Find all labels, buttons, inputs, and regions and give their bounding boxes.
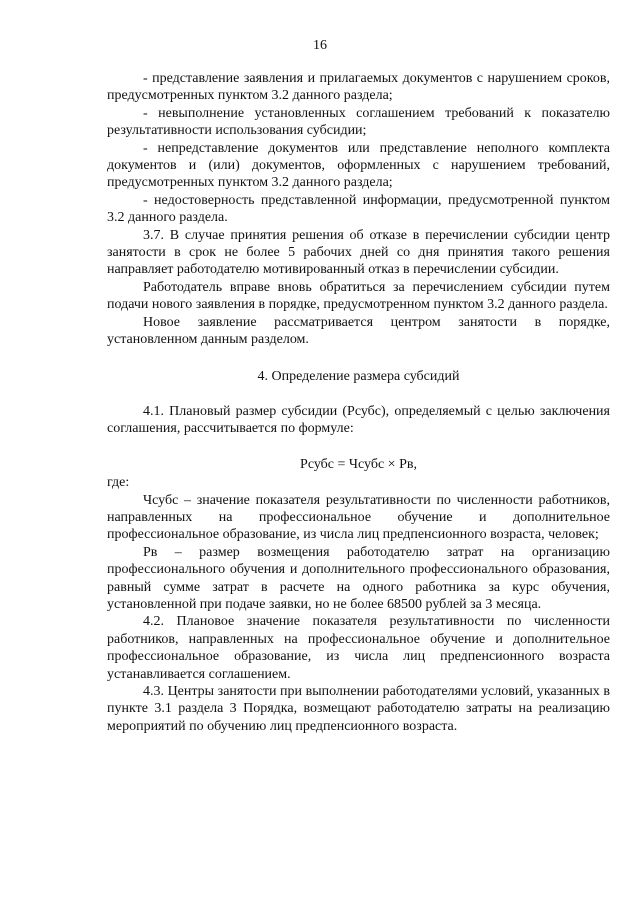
paragraph-4-3: 4.3. Центры занятости при выполнении работодателями условий, указанных в пункте 3.1 раздела 3 Порядка, возмещают работодателю затраты на реализацию мероприятий по обучению лиц предпенсионного возраста. xyxy=(107,684,610,734)
definition-chsubs: Чсубс – значение показателя результативности по численности работников, направленных на профессиональное обучение и дополнительное профессиональное образование, из числа лиц предпенсионного возраста, человек; xyxy=(107,492,610,543)
page-number: 16 xyxy=(313,38,327,53)
definition-rv: Рв – размер возмещения работодателю затрат на организацию профессионального обучения и дополнительного профессионального образования, равный сумме затрат в расчете на одного работника за курс обучения, установленной при подаче заявки, но не более 68500 рублей за 3 месяца. xyxy=(107,544,610,612)
paragraph: Работодатель вправе вновь обратиться за перечислением субсидии путем подачи нового заявления в порядке, предусмотренном пунктом 3.2 данного раздела. xyxy=(107,279,610,313)
paragraph: 3.7. В случае принятия решения об отказе в перечислении субсидии центр занятости в срок не более 5 рабочих дней со дня принятия такого решения направляет работодателю мотивированный отказ в перечислении субсидии. xyxy=(107,227,610,278)
paragraph-4-1: 4.1. Плановый размер субсидии (Рсубс), определяемый с целью заключения соглашения, рассчитывается по формуле: xyxy=(107,403,610,437)
paragraph: - недостоверность представленной информации, предусмотренной пунктом 3.2 данного раздела. xyxy=(107,192,610,226)
formula: Рсубс = Чсубс × Рв, xyxy=(300,456,417,472)
section-heading: 4. Определение размера субсидий xyxy=(257,368,460,384)
paragraph: Новое заявление рассматривается центром занятости в порядке, установленном данным разделом. xyxy=(107,314,610,348)
paragraph: - непредставление документов или представление неполного комплекта документов и (или) документов, оформленных с нарушением требований, предусмотренных пунктом 3.2 данного раздела; xyxy=(107,140,610,191)
paragraph-4-2: 4.2. Плановое значение показателя результативности по численности работников, направленных на профессиональное обучение и дополнительное профессиональное образование, из числа лиц предпенсионного возраста устанавливается соглашением. xyxy=(107,614,610,682)
paragraph: - представление заявления и прилагаемых документов с нарушением сроков, предусмотренных пунктом 3.2 данного раздела; xyxy=(107,71,610,104)
where-label: где: xyxy=(107,475,130,491)
paragraph: - невыполнение установленных соглашением требований к показателю результативности использования субсидии; xyxy=(107,105,610,139)
document-body xyxy=(107,70,610,735)
